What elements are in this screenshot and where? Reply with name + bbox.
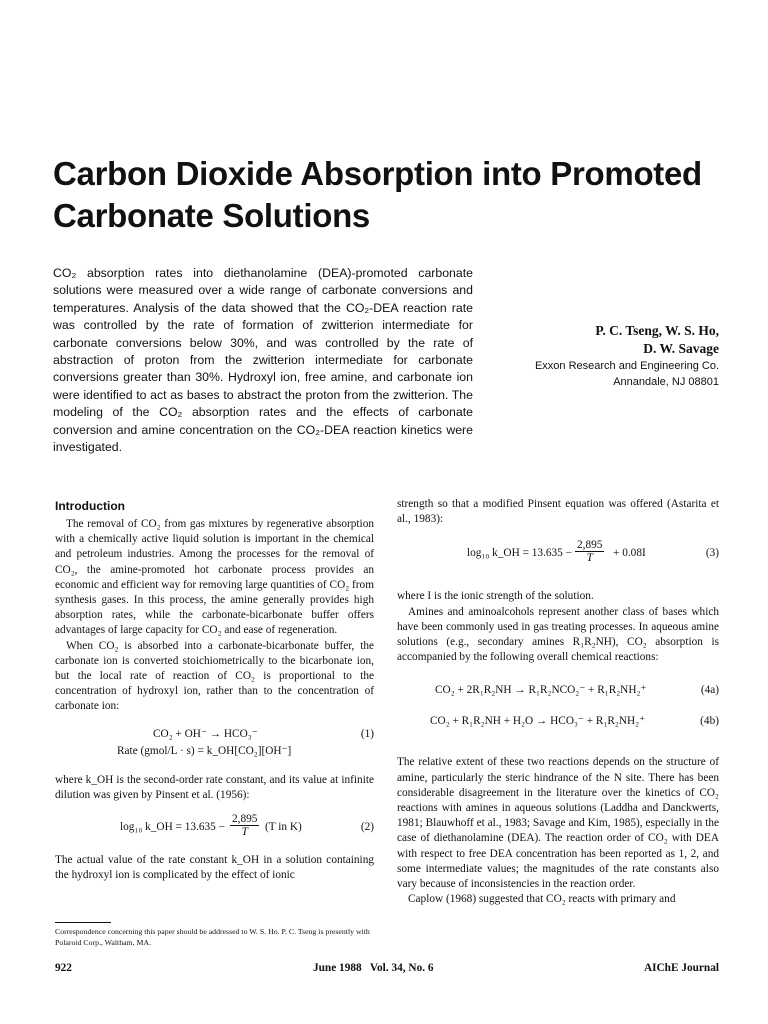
equation-4b-number: (4b): [700, 715, 719, 728]
equation-2-fraction: [230, 813, 259, 838]
journal-name: AIChE Journal: [643, 962, 719, 974]
equation-4b: [397, 714, 719, 731]
right-column: [397, 497, 719, 907]
page-number: 922: [55, 962, 72, 974]
issue-info: June 1988 Vol. 34, No. 6: [313, 962, 434, 974]
footnote-rule: [55, 922, 111, 923]
equation-1: [55, 727, 374, 744]
equation-1-rate: [55, 744, 374, 761]
equation-2-denominator: T: [241, 826, 248, 839]
equation-4a-body: CO₂ + 2R₁R₂NH → R₁R₂NCO₂⁻ + R₁R₂NH₂⁺: [435, 684, 647, 697]
equation-2: [55, 813, 374, 843]
equation-1-number: (1): [360, 727, 374, 740]
equation-3-numerator: 2,895: [577, 539, 603, 552]
equation-3-rhs: + 0.08I: [613, 547, 646, 560]
affiliation-location: Annandale, NJ 08801: [613, 376, 719, 388]
author-names-line-2: D. W. Savage: [643, 341, 719, 356]
equation-4b-body: CO₂ + R₁R₂NH + H₂O → HCO₃⁻ + R₁R₂NH₂⁺: [430, 715, 646, 728]
footnote: [55, 922, 373, 948]
equation-3-lhs: log₁₀ k_OH = 13.635 −: [467, 547, 573, 560]
left-column: [55, 497, 374, 883]
equation-3-number: (3): [705, 547, 719, 560]
abstract: CO₂ absorption rates into diethanolamine (DEA)-promoted carbonate solutions were measured over a wide range of carbonate conversions and temperatures. Analysis of the data showed that the CO₂-DEA reaction rate was controlled by the rate of formation of zwitterion intermediate for carbonate conversions below 30%, and was controlled by the rate of abstraction of proton from the zwitterion intermediate for carbonate conversions greater than 30%. Hydroxyl ion, free amine, and carbonate ion were identified to act as bases to abstract the proton from the zwitterion. The modeling of the CO₂ absorption rates and the effects of carbonate conversion and amine concentration on the CO₂-DEA reaction kinetics were investigated.: [53, 266, 473, 455]
equation-2-number: (2): [360, 821, 374, 834]
intro-paragraph-3: where k_OH is the second-order rate constant, and its value at infinite dilution was given by Pinsent et al. (1956):: [55, 773, 374, 801]
right-paragraph-2: where I is the ionic strength of the solution.: [397, 590, 594, 603]
equation-4a: [397, 683, 719, 700]
right-paragraph-3: Amines and aminoalcohols represent another class of bases which have been commonly used in gas treating processes. In aqueous amine solutions (e.g., secondary amines R₁R₂NH), CO₂ absorption is accompanied by the following overall chemical reactions:: [397, 605, 719, 664]
equation-2-rhs: (T in K): [265, 821, 302, 834]
right-paragraph-4: The relative extent of these two reactions depends on the structure of amine, particularly the steric hindrance of the N site. There has been considerable disagreement in the literature over the kinetics of CO₂ reactions with amines in aqueous solutions (Laddha and Danckwerts, 1981; Blauwhoff et al., 1983; Savage and Kim, 1985), especially in the case of diethanolamine (DEA). The reaction order of CO₂ with DEA with respect to free DEA concentration has been reported as 1, 2, and some intermediate values; the magnitudes of the rate constants also vary because of inconsistencies in the reaction order.: [397, 756, 719, 891]
footnote-text: Correspondence concerning this paper should be addressed to W. S. Ho. P. C. Tseng is presently with Polaroid Corp., Waltham, MA.: [55, 927, 370, 947]
right-paragraph-1: strength so that a modified Pinsent equation was offered (Astarita et al., 1983):: [397, 498, 719, 526]
section-heading-introduction: Introduction: [55, 499, 125, 513]
author-block: [459, 322, 719, 390]
equation-1-body: CO₂ + OH⁻ → HCO₃⁻: [153, 727, 258, 740]
page-footer: [55, 962, 719, 978]
equation-4a-number: (4a): [700, 684, 719, 697]
equation-3-fraction: [575, 539, 604, 564]
intro-paragraph-4: The actual value of the rate constant k_OH in a solution containing the hydroxyl ion is complicated by the effect of ionic: [55, 854, 374, 882]
article-title: Carbon Dioxide Absorption into Promoted Carbonate Solutions: [53, 155, 702, 234]
equation-2-lhs: log₁₀ k_OH = 13.635 −: [120, 821, 226, 834]
equation-3-denominator: T: [586, 552, 593, 565]
author-names-line-1: P. C. Tseng, W. S. Ho,: [595, 323, 719, 338]
intro-paragraph-1: The removal of CO₂ from gas mixtures by regenerative absorption with a chemically active liquid solution is important in the chemical and petroleum industries. Among the processes for the removal of CO₂, the amine-promoted hot carbonate process provides an economic and efficient way for removing large quantities of CO₂ from synthesis gases. In this process, the amine generally provides high absorption rates, while the carbonate-bicarbonate buffer offers advantages of large capacity for CO₂ and ease of regeneration.: [55, 518, 374, 637]
equation-3: [397, 539, 719, 569]
equation-2-numerator: 2,895: [232, 813, 258, 826]
affiliation-organization: Exxon Research and Engineering Co.: [534, 360, 719, 372]
equation-1-rate-body: Rate (gmol/L · s) = k_OH[CO₂][OH⁻]: [117, 744, 292, 757]
right-paragraph-5: Caplow (1968) suggested that CO₂ reacts with primary and: [408, 893, 676, 906]
intro-paragraph-2: When CO₂ is absorbed into a carbonate-bicarbonate buffer, the carbonate ion is converted stoichiometrically to the bicarbonate ion, but the local rate of reaction of CO₂ is proportional to the concentration of hydroxyl ion, rather than to the concentration of carbonate ion:: [55, 639, 374, 713]
